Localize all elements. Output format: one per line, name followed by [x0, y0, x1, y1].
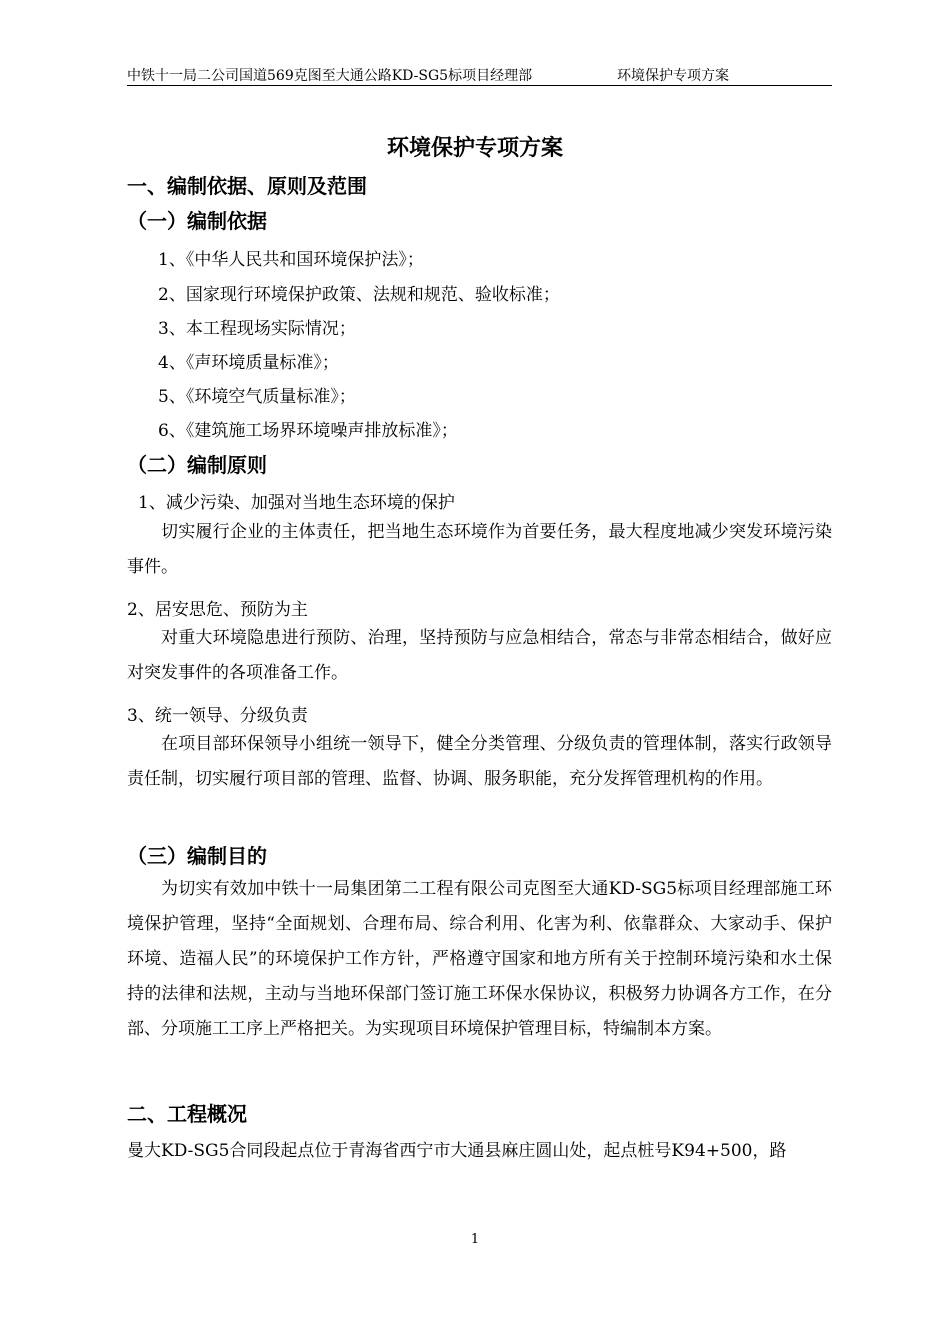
basis-item-2: 2、国家现行环境保护政策、法规和规范、验收标准；: [158, 285, 560, 305]
purpose-body: 为切实有效加中铁十一局集团第二工程有限公司克图至大通KD-SG5标项目经理部施工环境保护管理，坚持“全面规划、合理布局、综合利用、化害为利、依靠群众、大家动手、保护环境、造福人民”的环境保护工作方针，严格遵守国家和地方所有关于控制环境污染和水土保持的法律和法规，主动与当地环保部门签订施工环保水保协议，积极努力协调各方工作，在分部、分项施工工序上严格把关。为实现项目环境保护管理目标，特编制本方案。: [127, 879, 832, 1039]
basis-heading: （一）编制依据: [127, 209, 267, 233]
section2-body: 曼大KD-SG5合同段起点位于青海省西宁市大通县麻庄圆山处，起点桩号K94+500，路: [127, 1141, 787, 1161]
principle-1-title: 1、减少污染、加强对当地生态环境的保护: [138, 493, 455, 513]
header-rule: [127, 85, 832, 86]
header-left-text: 中铁十一局二公司国道569克图至大通公路KD-SG5标项目经理部: [127, 68, 533, 84]
section2-heading: 二、工程概况: [127, 1102, 247, 1126]
basis-item-3: 3、本工程现场实际情况；: [158, 319, 356, 339]
purpose-heading: （三）编制目的: [127, 844, 267, 868]
principles-heading: （二）编制原则: [127, 453, 267, 477]
basis-item-1: 1、《中华人民共和国环境保护法》；: [158, 250, 424, 270]
principle-1-body: 切实履行企业的主体责任，把当地生态环境作为首要任务，最大程度地减少突发环境污染事件。: [127, 522, 832, 577]
basis-item-5: 5、《环境空气质量标准》；: [158, 387, 356, 407]
basis-item-6: 6、《建筑施工场界环境噪声排放标准》；: [158, 421, 458, 441]
principle-2-body: 对重大环境隐患进行预防、治理，坚持预防与应急相结合，常态与非常态相结合，做好应对突发事件的各项准备工作。: [127, 628, 832, 683]
section1-heading: 一、编制依据、原则及范围: [127, 174, 367, 198]
header-right-text: 环境保护专项方案: [617, 68, 729, 84]
document-title: 环境保护专项方案: [386, 136, 563, 161]
page-number: 1: [470, 1232, 480, 1247]
principle-3-title: 3、统一领导、分级负责: [127, 706, 308, 726]
principle-2-title: 2、居安思危、预防为主: [127, 600, 308, 620]
basis-item-4: 4、《声环境质量标准》；: [158, 353, 339, 373]
principle-3-body: 在项目部环保领导小组统一领导下，健全分类管理、分级负责的管理体制，落实行政领导责任制，切实履行项目部的管理、监督、协调、服务职能，充分发挥管理机构的作用。: [127, 734, 832, 789]
